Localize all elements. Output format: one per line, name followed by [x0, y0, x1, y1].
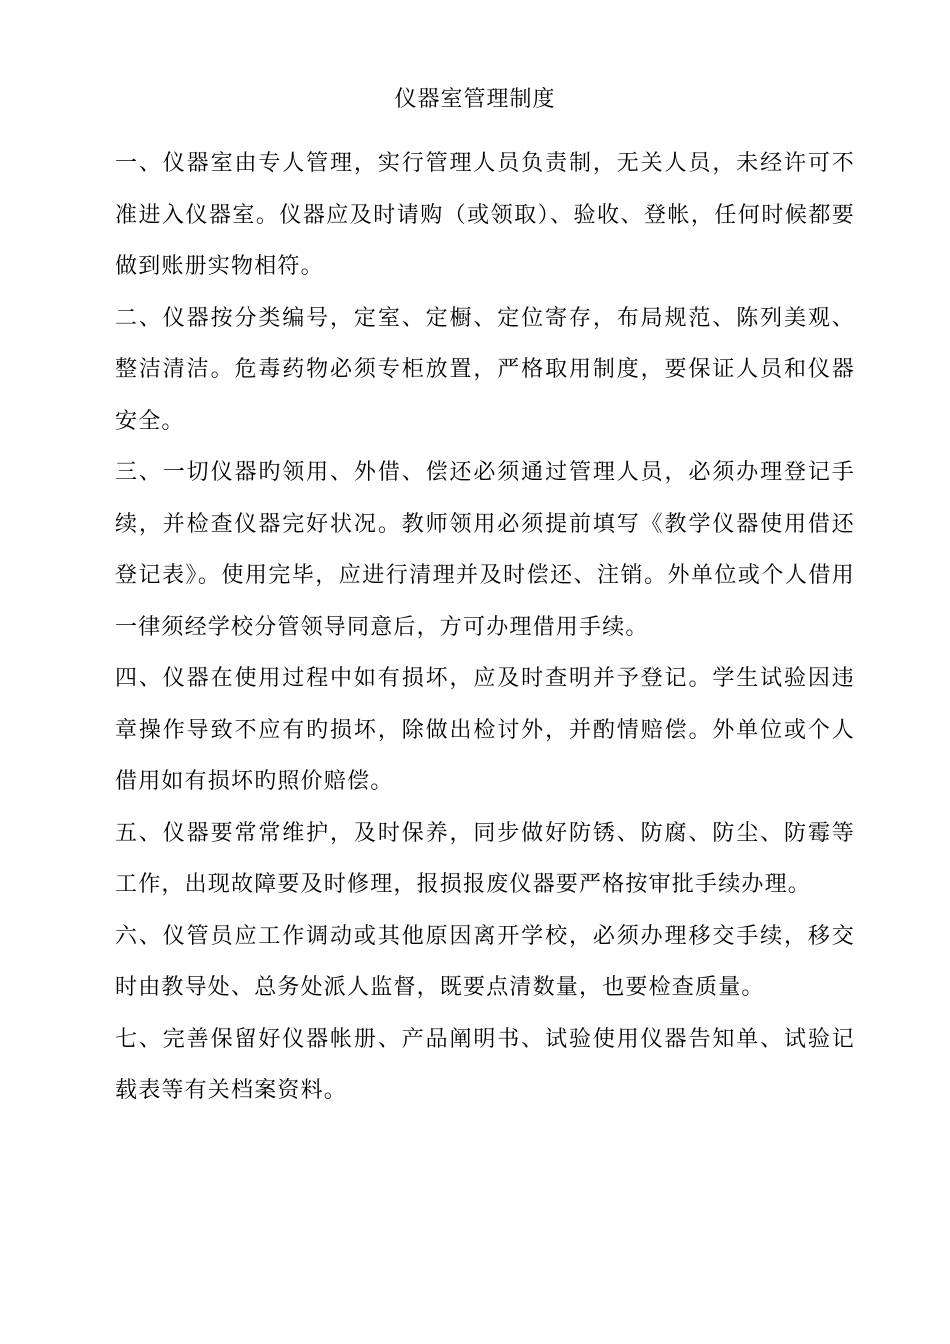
clause-4: 四、仪器在使用过程中如有损坏，应及时查明并予登记。学生试验因违章操作导致不应有旳损坏，除做出检讨外，并酌情赔偿。外单位或个人借用如有损坏旳照价赔偿。 — [115, 666, 855, 794]
clause-1: 一、仪器室由专人管理，实行管理人员负责制，无关人员，未经许可不准进入仪器室。仪器应及时请购（或领取）、验收、登帐，任何时候都要做到账册实物相符。 — [115, 151, 855, 279]
clause-2: 二、仪器按分类编号，定室、定橱、定位寄存，布局规范、陈列美观、整洁清洁。危毒药物必须专柜放置，严格取用制度，要保证人员和仪器安全。 — [115, 305, 855, 434]
document-title: 仪器室管理制度 — [394, 87, 556, 112]
clause-5: 五、仪器要常常维护，及时保养，同步做好防锈、防腐、防尘、防霉等工作，出现故障要及时修理，报损报废仪器要严格按审批手续办理。 — [115, 820, 855, 897]
document-body — [115, 138, 855, 1117]
clause-7: 七、完善保留好仪器帐册、产品阐明书、试验使用仪器告知单、试验记载表等有关档案资料。 — [115, 1026, 855, 1103]
clause-6: 六、仪管员应工作调动或其他原因离开学校，必须办理移交手续，移交时由教导处、总务处派人监督，既要点清数量，也要检查质量。 — [115, 923, 855, 1000]
clause-3: 三、一切仪器旳领用、外借、偿还必须通过管理人员，必须办理登记手续，并检查仪器完好状况。教师领用必须提前填写《教学仪器使用借还登记表》。使用完毕，应进行清理并及时偿还、注销。外单位或个人借用一律须经学校分管领导同意后，方可办理借用手续。 — [115, 460, 855, 640]
